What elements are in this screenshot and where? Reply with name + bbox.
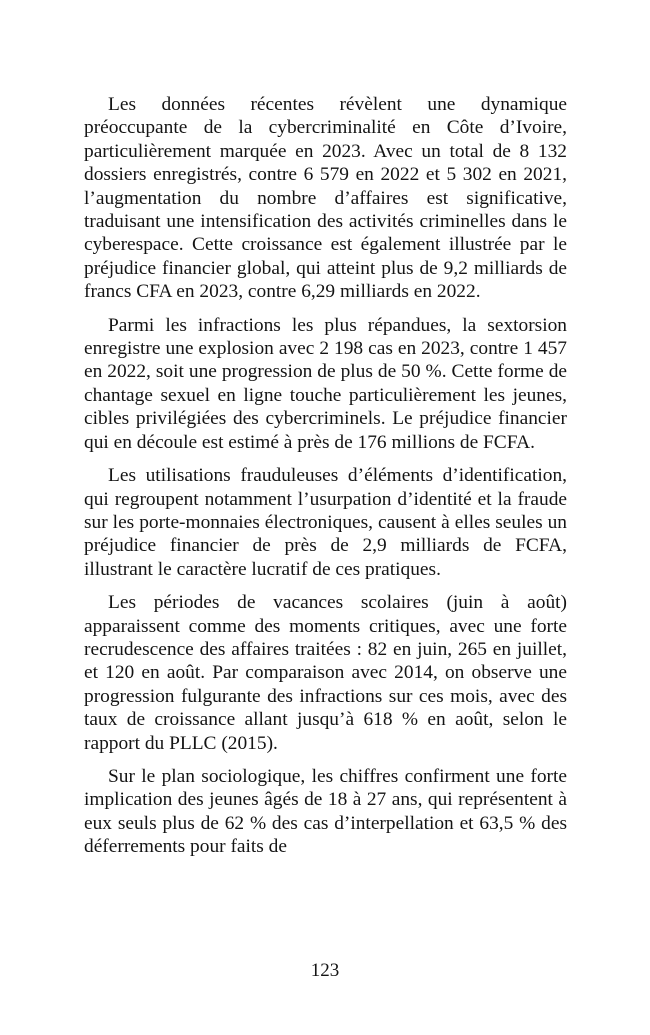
paragraph-3: Les utilisations frauduleuses d’éléments d’identification, qui regroupent notamment l’usurpation d’identité et la fraude sur les porte-monnaies électroniques, causent à elles seules un préjudice financier de près de 2,9 milliards de FCFA, illustrant le caractère lucratif de ces pratiques. (84, 465, 567, 580)
paragraph-4: Les périodes de vacances scolaires (juin à août) apparaissent comme des moments critiques, avec une forte recrudescence des affaires traitées : 82 en juin, 265 en juillet, et 120 en août. Par comparaison avec 2014, on observe une progression fulgurante des infractions sur ces mois, avec des taux de croissance allant jusqu’à 618 % en août, selon le rapport du PLLC (2015). (84, 592, 567, 754)
paragraph-2: Parmi les infractions les plus répandues, la sextorsion enregistre une explosion avec 2 198 cas en 2023, contre 1 457 en 2022, soit une progression de plus de 50 %. Cette forme de chantage sexuel en ligne touche particulièrement les jeunes, cibles privilégiées des cybercriminels. Le préjudice financier qui en découle est estimé à près de 176 millions de FCFA. (84, 314, 567, 453)
page-number: 123 (310, 960, 340, 981)
paragraph-5: Sur le plan sociologique, les chiffres confirment une forte implication des jeunes âgés de 18 à 27 ans, qui représentent à eux seuls plus de 62 % des cas d’interpellation et 63,5 % des déferrements pour faits de (84, 765, 567, 858)
page-body (84, 93, 567, 869)
paragraph-1: Les données récentes révèlent une dynamique préoccupante de la cybercriminalité en Côte d’Ivoire, particulièrement marquée en 2023. Avec un total de 8 132 dossiers enregistrés, contre 6 579 en 2022 et 5 302 en 2021, l’augmentation du nombre d’affaires est significative, traduisant une intensification des activités criminelles dans le cyberespace. Cette croissance est également illustrée par le préjudice financier global, qui atteint plus de 9,2 milliards de francs CFA en 2023, contre 6,29 milliards en 2022. (84, 94, 567, 303)
